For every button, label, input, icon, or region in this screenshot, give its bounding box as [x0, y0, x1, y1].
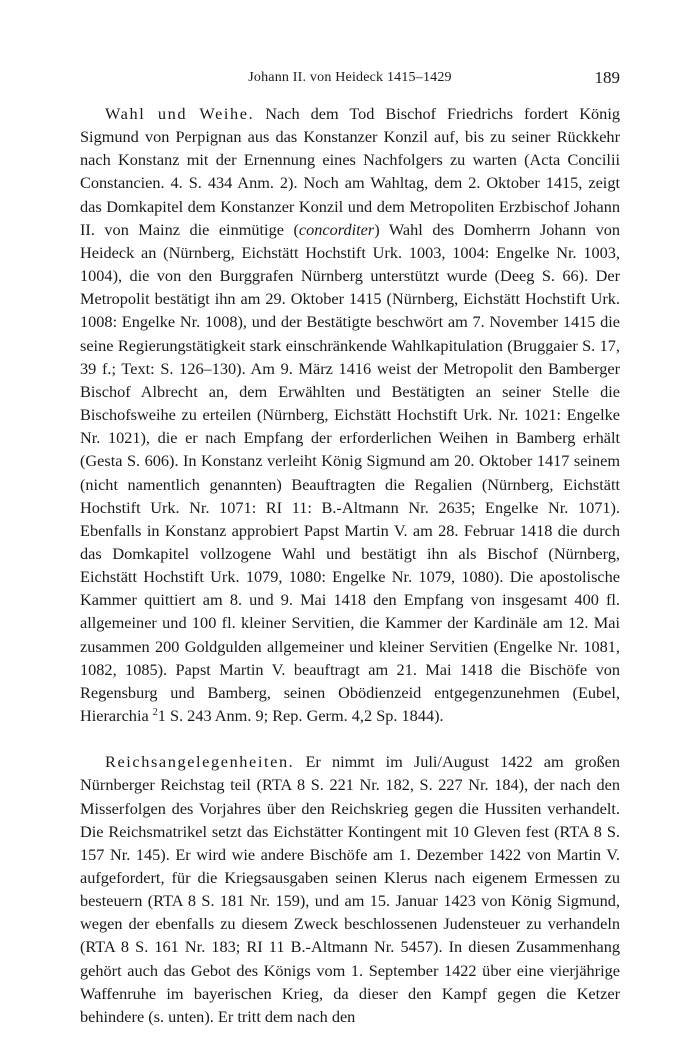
page-number: 189 [594, 68, 620, 87]
running-title: Johann II. von Heideck 1415–1429 [248, 70, 452, 85]
section-heading-wahl-und-weihe: Wahl und Weihe. [105, 104, 255, 123]
paragraph-wahl-und-weihe [80, 102, 620, 727]
paragraph-text: 1 S. 243 Anm. 9; Rep. Germ. 4,2 Sp. 1844). [157, 706, 444, 726]
italic-term: concorditer [298, 219, 375, 239]
paragraph-text: Nach dem Tod Bischof Friedrichs fordert König Sigmund von Perpignan aus das Konstanzer Konzil auf, bis zu seiner Rückkehr nach Konstanz mit der Ernennung eines Nachfolgers zu warten (Acta Concilii Constancien. 4. S. 434 Anm. 2). Noch am Wahltag, dem 2. Oktober 1415, zeigt das Domkapitel dem Konstanzer Konzil und dem Metropoliten Erzbischof Johann II. von Mainz die einmütige ( [80, 104, 620, 239]
section-heading-reichsangelegenheiten: Reichsangelegenheiten. [105, 752, 295, 772]
paragraph-text: Er nimmt im Juli/August 1422 am großen Nürnberger Reichstag teil (RTA 8 S. 221 Nr. 182, S. 227 Nr. 184), der nach den Misserfolgen des Vorjahres über den Reichskrieg gegen die Hussiten verhandelt. Die Reichsmatrikel setzt das Eichstätter Kontingent mit 10 Gleven fest (RTA 8 S. 157 Nr. 145). Er wird wie andere Bischöfe am 1. Dezember 1422 von Martin V. aufgefordert, für die Kriegsausgaben seinen Klerus nach eigenem Ermessen zu besteuern (RTA 8 S. 181 Nr. 159), und am 15. Januar 1423 von König Sigmund, wegen der ebenfalls zu diesem Zweck beschlossenen Judensteuer zu verhandeln (RTA 8 S. 161 Nr. 183; RI 11 B.-Altmann Nr. 5457). In diesen Zusammenhang gehört auch das Gebot des Königs vom 1. September 1422 über eine vierjährige Waffenruhe im bayerischen Krieg, da dieser den Kampf gegen die Ketzer behindere (s. unten). Er tritt dem nach den [80, 752, 620, 1026]
paragraph-text: ) Wahl des Domherrn Johann von Heideck an (Nürnberg, Eichstätt Hochstift Urk. 1003, 1004: Engelke Nr. 1003, 1004), die von den Burggrafen Nürnberg unterstützt wurde (Deeg S. 66). Der Metropolit bestätigt ihn am 29. Oktober 1415 (Nürnberg, Eichstätt Hochstift Urk. 1008: Engelke Nr. 1008), und der Bestätigte beschwört am 7. November 1415 die seine Regierungstätigkeit stark einschränkende Wahlkapitulation (Bruggaier S. 17, 39 f.; Text: S. 126–130). Am 9. März 1416 weist der Metropolit den Bamberger Bischof Albrecht an, dem Erwählten und Bestätigten an seiner Stelle die Bischofsweihe zu erteilen (Nürnberg, Eichstätt Hochstift Urk. Nr. 1021: Engelke Nr. 1021), die er nach Empfang der erforderlichen Weihen in Bamberg erhält (Gesta S. 606). In Konstanz verleiht König Sigmund am 20. Oktober 1417 seinem (nicht namentlich genannten) Beauftragten die Regalien (Nürnberg, Eichstätt Hochstift Urk. Nr. 1071: RI 11: B.-Altmann Nr. 2635; Engelke Nr. 1071). Ebenfalls in Konstanz approbiert Papst Martin V. am 28. Februar 1418 die durch das Domkapitel vollzogene Wahl und bestätigt ihn als Bischof (Nürnberg, Eichstätt Hochstift Urk. 1079, 1080: Engelke Nr. 1079, 1080). Die apostolische Kammer quittiert am 8. und 9. Mai 1418 den Empfang von insgesamt 400 fl. allgemeiner und 100 fl. kleiner Servitien, die Kammer der Kardinäle am 12. Mai zusammen 200 Goldgulden allgemeiner und kleiner Servitien (Engelke Nr. 1081, 1082, 1085). Papst Martin V. beauftragt am 21. Mai 1418 die Bischöfe von Regensburg und Bamberg, seinen Obödienzeid entgegenzunehmen (Eubel, Hierarchia [80, 219, 620, 726]
edition-superscript: 2 [152, 707, 158, 719]
paragraph-reichsangelegenheiten [80, 750, 620, 1028]
running-head [80, 66, 620, 90]
body-text [80, 102, 620, 1028]
